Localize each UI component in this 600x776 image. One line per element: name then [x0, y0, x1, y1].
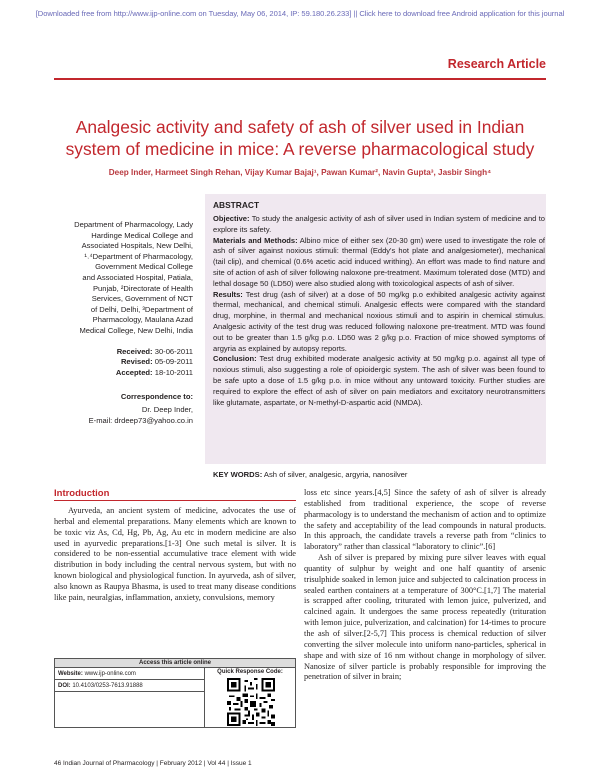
access-website-row: Website: www.ijp-online.com: [55, 668, 204, 680]
access-info: [55, 668, 205, 727]
date-received: Received: 30-06-2011: [116, 346, 193, 356]
affiliation-line: Hardinge Medical College and: [91, 230, 193, 240]
affiliation-line: Associated Hospitals, New Delhi,: [81, 241, 193, 251]
abstract-body: [213, 214, 545, 408]
author-list: Deep Inder, Harmeet Singh Rehan, Vijay Kumar Bajaj¹, Pawan Kumar², Navin Gupta³, Jasbir Singh⁴: [108, 168, 492, 177]
introduction-heading: Introduction: [54, 488, 110, 499]
article-title: [40, 116, 560, 160]
qr-code-icon[interactable]: [227, 678, 275, 726]
date-accepted: Accepted: 18-10-2011: [115, 367, 193, 377]
affiliation-line: Pharmacology, Maulana Azad: [92, 315, 193, 325]
doi-link[interactable]: 10.4103/0253-7613.91888: [72, 683, 143, 689]
correspondence: [54, 392, 193, 426]
affiliation-line: and Associated Hospital, Patiala,: [82, 272, 193, 282]
correspondence-email[interactable]: E-mail: drdeep73@yahoo.co.in: [88, 415, 193, 425]
abstract-conclusion: Conclusion: Test drug exhibited moderate analgesic activity at 50 mg/kg p.o. against all type of noxious stimuli, also suggesting a role of opioidergic system. The ash of silver was been found to be safe upto a dose of 1.5 g/kg p.o. in mice without any untoward toxicity. Further studies are required to explore the effect of ash of silver on pain mediators and excitatory neurotransmitters like glutamate, aspartate, or N-methyl-D-aspartic acid (NMDA).: [213, 354, 545, 407]
correspondence-name: Dr. Deep Inder,: [141, 404, 193, 414]
affiliation-column: [54, 220, 193, 426]
correspondence-heading: Correspondence to:: [120, 392, 193, 402]
access-online-box: [54, 658, 296, 728]
body-column-right: [304, 488, 546, 683]
qr-label: Quick Response Code:: [217, 669, 283, 675]
body-paragraph-1: loss etc since years.[4,5] Since the safety of ash of silver is already established from traditional experience, the scope of reverse pharmacology is to understand the mechanism of action and to optimize the safety and acceptability of the lead compounds in natural products. In this approach, the candidate travels a reverse path from “clinics to laboratory” rather than classical “laboratory to clinic”.[6]: [304, 488, 546, 552]
header-rule: [54, 78, 546, 80]
access-doi-row: DOI: 10.4103/0253-7613.91888: [55, 680, 204, 692]
intro-paragraph: Ayurveda, an ancient system of medicine, advocates the use of herbal and elemental preparations. Many elements which are known to be toxic viz As, Cd, Hg, Pb, Ag, Au etc in modern medicine are also used in ayurvedic preparations.[1-3] One such metal is silver. It is considered to be non-essential accumulative trace element with wide distribution in body including the central nervous system, but with no known biological and physiological function. In ayurveda, ash of silver, also known as Raupya Bhasma, is used to treat many disease conditions like pain, neuralgias, inflammation, anxiety, convulsions, memory: [54, 506, 296, 602]
page-footer: 46 Indian Journal of Pharmacology | February 2012 | Vol 44 | Issue 1: [54, 760, 252, 767]
article-type-label: Research Article: [447, 57, 546, 71]
abstract-objective: Objective: To study the analgesic activity of ash of silver used in Indian system of medicine and to explore its safety.: [213, 214, 545, 234]
affiliation-line: of Delhi, Delhi, ³Department of: [90, 304, 193, 314]
affiliation-line: ¹˒⁴Department of Pharmacology,: [84, 251, 193, 261]
affiliation-line: Department of Pharmacology, Lady: [74, 220, 193, 229]
affiliation-line: Punjab, ²Directorate of Health: [92, 283, 193, 293]
affiliation: [54, 220, 193, 337]
date-revised: Revised: 05-09-2011: [120, 357, 193, 367]
affiliation-line: Services, Government of NCT: [91, 294, 193, 304]
abstract-results: Results: Test drug (ash of silver) at a dose of 50 mg/kg p.o exhibited analgesic activity against thermal, mechanical, and chemical stimuli. Analgesic effects were compared with the standard drug, morphine, in thermal and mechanical noxious stimuli and to aspirin in chemical stimulus. Analgesic activity of the test drug was reduced following naloxone pre-treatment. MTD was found out to be greater than 1.5 g/kg p.o. LD50 was 2 g/kg p.o. Fraction of mice showed symptoms of argyria as explained by autopsy reports.: [213, 289, 545, 353]
introduction-rule: [54, 500, 296, 501]
keywords: KEY WORDS: Ash of silver, analgesic, argyria, nanosilver: [213, 470, 408, 479]
abstract-heading: ABSTRACT: [213, 200, 260, 210]
article-dates: [54, 347, 193, 379]
affiliation-line: Government Medical College: [95, 262, 193, 272]
body-column-left: [54, 506, 296, 604]
abstract-methods: Materials and Methods: Albino mice of either sex (20-30 gm) were used to investigate the role of ash of silver against noxious stimuli: thermal (Eddy's hot plate and analgesiometer), mechanical (tail clip), and chemical (0.6% acetic acid induced writhing). An effort was made to find nature and site of action of ash of silver following naloxone pre-treatment. Maximum tolerated dose (MTD) and lethal dosage 50 (LD50) were also studied along with toxicological aspects of ash of silver.: [213, 235, 546, 288]
affiliation-line: Medical College, New Delhi, India: [79, 325, 193, 335]
title-line-2: system of medicine in mice: A reverse pharmacological study: [65, 139, 535, 159]
qr-section: [205, 668, 295, 727]
body-paragraph-2: Ash of silver is prepared by mixing pure silver leaves with equal quantity of sulphur by weight and one half quantity of arsenic trisulphide soaked in lemon juice and subjected to calcination process in sealed earthen containers at a temperature of 300°C.[1,7] The material is scrapped after cooling, triturated with lemon juice, pulverized, and calcined again. It undergoes the same process repeatedly (trituration with lemon juice, pulverization, and calcination) for 14-times to procure the ash of silver.[2-5,7] This process is chemical reduction of silver converting the silver molecule into uniform nano-particles, spherical in shape and with size of 16 nm without change in morphology of silver. Nanosize of silver particle is probably responsible for improving the penetration of silver in brain;: [304, 553, 546, 682]
access-box-title: Access this article online: [55, 659, 295, 668]
download-banner[interactable]: [Downloaded free from http://www.ijp-online.com on Tuesday, May 06, 2014, IP: 59.180.26.233] || Click here to download free Android application for this journal: [35, 9, 565, 18]
title-line-1: Analgesic activity and safety of ash of silver used in Indian: [75, 117, 525, 137]
website-link[interactable]: www.ijp-online.com: [84, 671, 136, 677]
